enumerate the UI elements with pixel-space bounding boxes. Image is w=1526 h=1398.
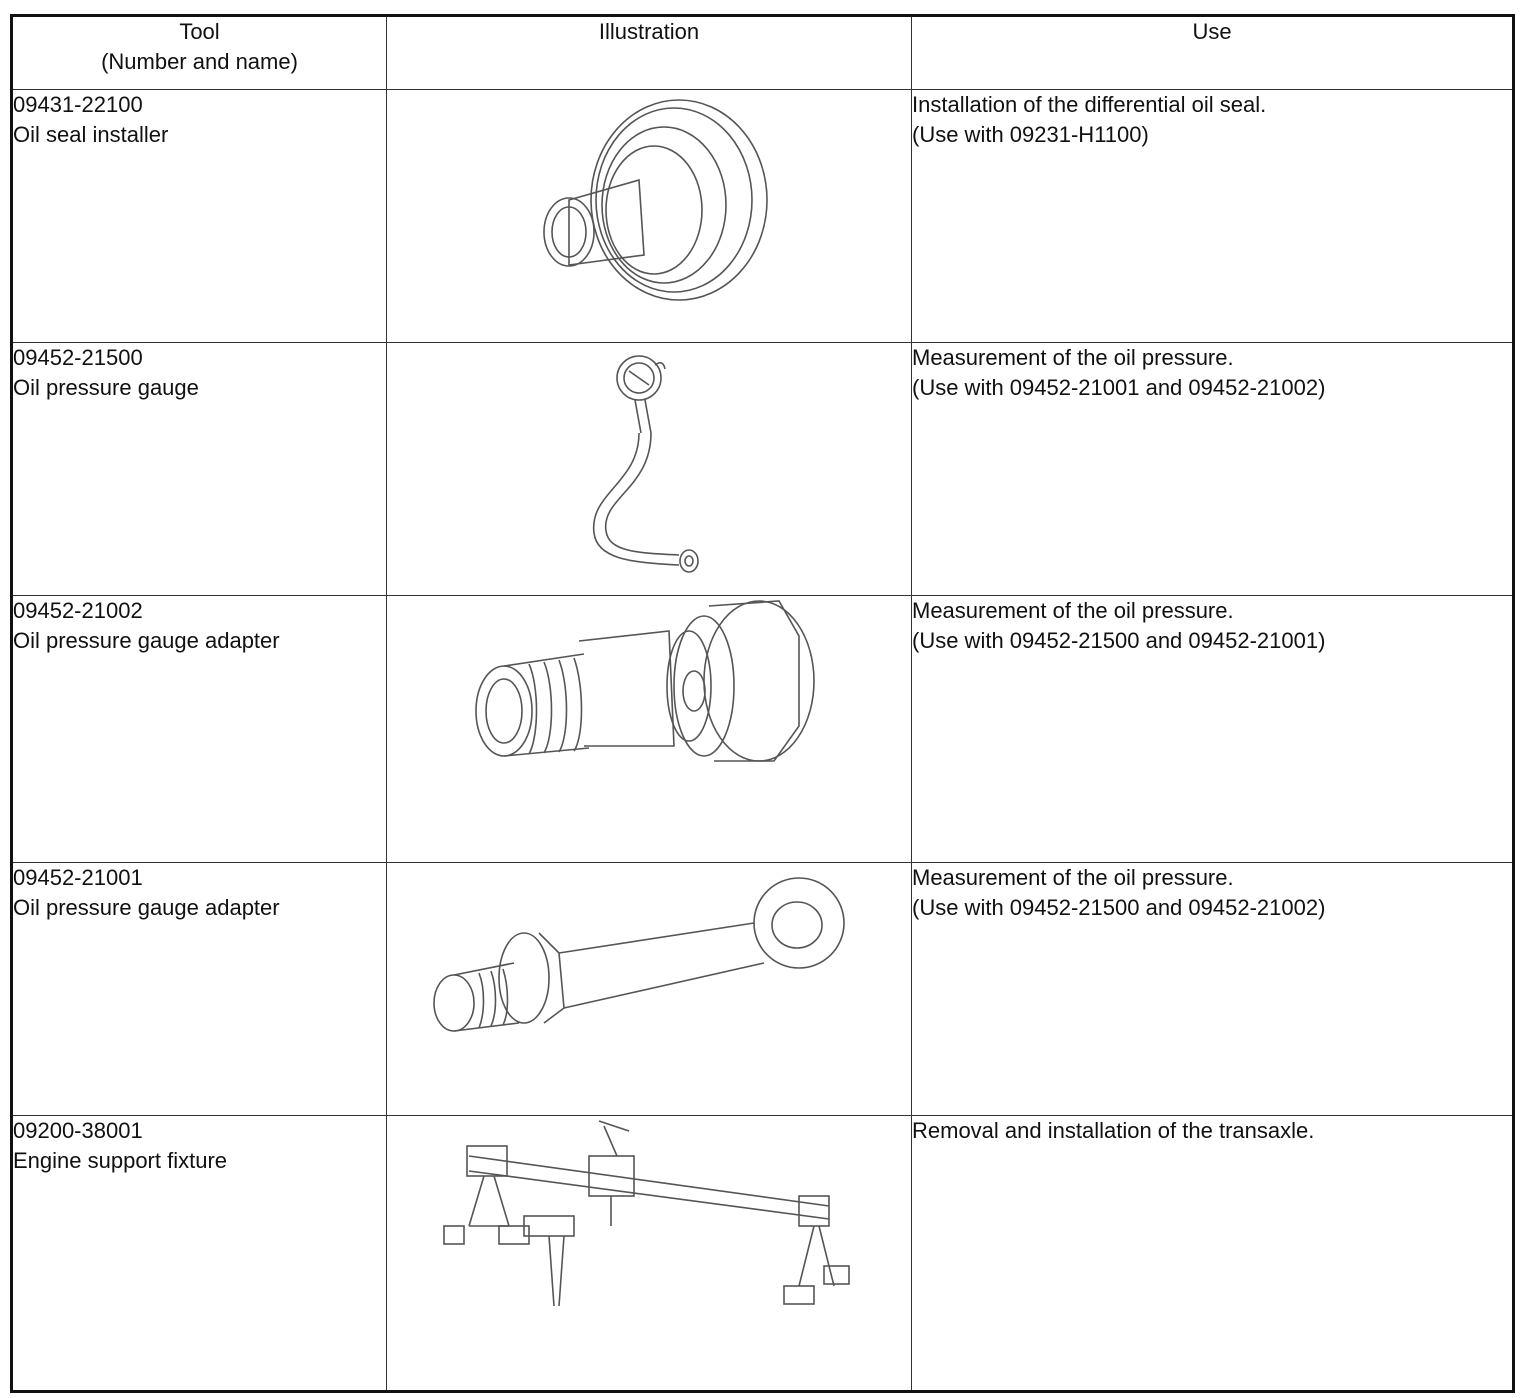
tool-name: Oil pressure gauge adapter	[13, 895, 280, 920]
illustration-cell	[387, 596, 912, 863]
use-line2: (Use with 09452-21500 and 09452-21002)	[912, 895, 1326, 920]
use-line2: (Use with 09452-21500 and 09452-21001)	[912, 628, 1326, 653]
tool-number: 09431-22100	[13, 92, 143, 117]
header-tool-line2: (Number and name)	[101, 49, 298, 74]
header-tool	[12, 16, 387, 90]
use-line1: Measurement of the oil pressure.	[912, 865, 1234, 890]
banjo-adapter-illustration	[429, 863, 869, 1043]
use-cell	[912, 1116, 1514, 1392]
tool-cell	[12, 863, 387, 1116]
tool-cell	[12, 90, 387, 343]
oil-seal-installer-illustration	[529, 90, 769, 310]
engine-support-fixture-illustration	[439, 1116, 859, 1316]
header-illustration: Illustration	[387, 16, 912, 90]
tool-name: Oil pressure gauge adapter	[13, 628, 280, 653]
use-line2: (Use with 09231-H1100)	[912, 122, 1149, 147]
use-cell	[912, 863, 1514, 1116]
gauge-adapter-illustration	[469, 596, 829, 776]
header-row	[12, 16, 1514, 90]
illustration-cell	[387, 1116, 912, 1392]
tool-cell	[12, 1116, 387, 1392]
table-row	[12, 596, 1514, 863]
use-line1: Measurement of the oil pressure.	[912, 345, 1234, 370]
header-use: Use	[912, 16, 1514, 90]
header-tool-line1: Tool	[179, 19, 220, 44]
tool-number: 09452-21002	[13, 598, 143, 623]
use-line1: Removal and installation of the transaxle.	[912, 1118, 1315, 1143]
tool-number: 09452-21001	[13, 865, 143, 890]
special-tools-table	[10, 14, 1515, 1393]
tool-cell	[12, 343, 387, 596]
tool-number: 09200-38001	[13, 1118, 143, 1143]
illustration-cell	[387, 90, 912, 343]
table-row	[12, 1116, 1514, 1392]
table-row	[12, 863, 1514, 1116]
tool-number: 09452-21500	[13, 345, 143, 370]
use-cell	[912, 343, 1514, 596]
use-cell	[912, 596, 1514, 863]
oil-pressure-gauge-illustration	[569, 343, 729, 583]
tool-name: Oil seal installer	[13, 122, 169, 147]
use-line1: Measurement of the oil pressure.	[912, 598, 1234, 623]
tool-name: Engine support fixture	[13, 1148, 228, 1173]
tool-cell	[12, 596, 387, 863]
illustration-cell	[387, 863, 912, 1116]
use-cell	[912, 90, 1514, 343]
illustration-cell	[387, 343, 912, 596]
use-line1: Installation of the differential oil seal.	[912, 92, 1267, 117]
table-row	[12, 343, 1514, 596]
table-row	[12, 90, 1514, 343]
tool-name: Oil pressure gauge	[13, 375, 199, 400]
use-line2: (Use with 09452-21001 and 09452-21002)	[912, 375, 1326, 400]
